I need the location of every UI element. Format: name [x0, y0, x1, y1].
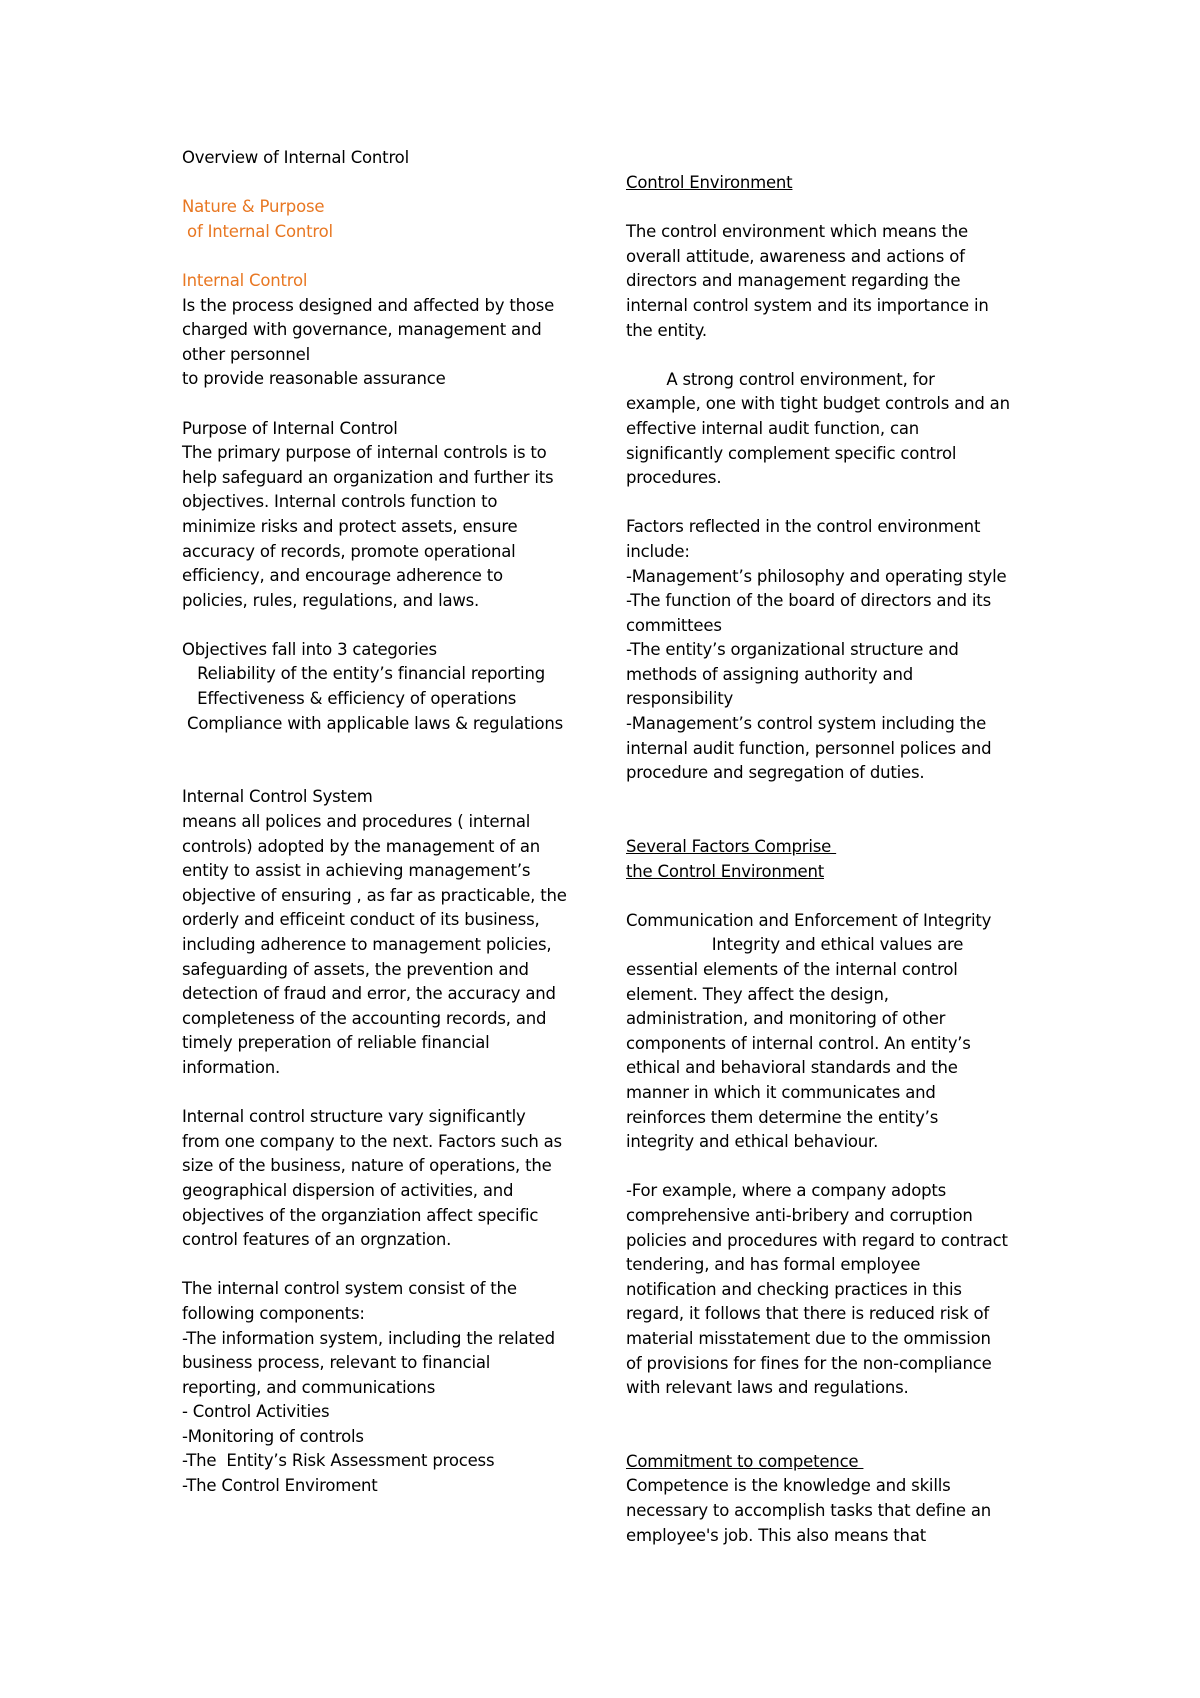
- factors-line: -The entity’s organizational structure and: [626, 640, 959, 660]
- example-line: with relevant laws and regulations.: [626, 1378, 909, 1398]
- competence-line: employee's job. This also means that: [626, 1525, 926, 1545]
- ics-line: completeness of the accounting records, and: [182, 1008, 547, 1028]
- example-line: material misstatement due to the ommission: [626, 1328, 991, 1348]
- structure-line: geographical dispersion of activities, and: [182, 1180, 514, 1200]
- control-environment-heading: Control Environment: [626, 173, 793, 192]
- components-line: - Control Activities: [182, 1402, 330, 1422]
- ics-line: including adherence to management policies,: [182, 935, 552, 954]
- integrity-line: ethical and behavioral standards and the: [626, 1058, 958, 1078]
- ic-def-line: other personnel: [182, 344, 310, 364]
- page-title: Overview of Internal Control: [182, 148, 409, 167]
- factors-line: include:: [626, 541, 690, 561]
- integrity-line: components of internal control. An entity’s: [626, 1033, 971, 1053]
- objective-item: Compliance with applicable laws & regulations: [182, 713, 564, 733]
- ce-def-line: the entity.: [626, 320, 707, 340]
- strong-line: procedures.: [626, 468, 722, 488]
- example-line: comprehensive anti-bribery and corruption: [626, 1205, 973, 1225]
- factors-line: -Management’s control system including the: [626, 714, 987, 734]
- integrity-line: essential elements of the internal control: [626, 960, 958, 979]
- purpose-line: policies, rules, regulations, and laws.: [182, 590, 480, 610]
- factors-line: methods of assigning authority and: [626, 664, 913, 684]
- nature-heading-line2: of Internal Control: [182, 221, 333, 241]
- internal-control-heading: Internal Control: [182, 270, 308, 290]
- purpose-line: efficiency, and encourage adherence to: [182, 566, 503, 586]
- integrity-line: element. They affect the design,: [626, 984, 889, 1004]
- structure-line: objectives of the organziation affect specific: [182, 1205, 539, 1225]
- factors-line: -The function of the board of directors and its: [626, 591, 991, 611]
- factors-line: -Management’s philosophy and operating style: [626, 566, 1007, 586]
- integrity-line: manner in which it communicates and: [626, 1082, 936, 1102]
- ce-def-line: overall attitude, awareness and actions of: [626, 246, 965, 266]
- structure-line: Internal control structure vary significantly: [182, 1107, 526, 1127]
- ics-line: information.: [182, 1057, 281, 1077]
- components-line: -The Entity’s Risk Assessment process: [182, 1451, 495, 1471]
- components-line: -The information system, including the related: [182, 1328, 555, 1348]
- ce-def-line: The control environment which means the: [626, 222, 968, 242]
- objectives-heading: Objectives fall into 3 categories: [182, 639, 437, 659]
- strong-line: effective internal audit function, can: [626, 418, 920, 438]
- integrity-line: reinforces them determine the entity’s: [626, 1107, 939, 1127]
- ce-def-line: internal control system and its importance in: [626, 295, 989, 315]
- factors-line: internal audit function, personnel polices and: [626, 738, 992, 758]
- several-factors-heading-line1: Several Factors Comprise: [626, 837, 837, 857]
- purpose-line: minimize risks and protect assets, ensure: [182, 516, 518, 536]
- ic-def-line: to provide reasonable assurance: [182, 369, 446, 389]
- strong-line: A strong control environment, for: [626, 369, 935, 389]
- components-line: business process, relevant to financial: [182, 1353, 491, 1373]
- nature-heading-line1: Nature & Purpose: [182, 197, 325, 217]
- factors-line: committees: [626, 615, 722, 635]
- integrity-line: Integrity and ethical values are: [626, 935, 964, 955]
- components-line: -Monitoring of controls: [182, 1426, 364, 1446]
- ics-line: means all polices and procedures ( internal: [182, 812, 531, 832]
- ce-def-line: directors and management regarding the: [626, 271, 961, 291]
- components-line: The internal control system consist of the: [182, 1279, 517, 1299]
- right-column: [626, 171, 1046, 1548]
- example-line: -For example, where a company adopts: [626, 1181, 947, 1201]
- components-line: following components:: [182, 1303, 365, 1323]
- strong-line: significantly complement specific control: [626, 443, 957, 463]
- purpose-line: accuracy of records, promote operational: [182, 541, 516, 561]
- structure-line: control features of an orgnzation.: [182, 1230, 452, 1250]
- factors-line: responsibility: [626, 689, 734, 709]
- ics-line: objective of ensuring , as far as practicable, the: [182, 885, 567, 905]
- ics-line: safeguarding of assets, the prevention and: [182, 959, 529, 979]
- ics-line: orderly and efficeint conduct of its business,: [182, 910, 540, 930]
- ics-line: timely preperation of reliable financial: [182, 1033, 490, 1053]
- strong-line: example, one with tight budget controls and an: [626, 394, 1010, 414]
- purpose-line: The primary purpose of internal controls is to: [182, 443, 547, 463]
- structure-line: size of the business, nature of operations, the: [182, 1156, 552, 1176]
- integrity-line: administration, and monitoring of other: [626, 1009, 946, 1029]
- competence-line: Competence is the knowledge and skills: [626, 1476, 951, 1496]
- factors-line: Factors reflected in the control environment: [626, 517, 981, 537]
- competence-line: necessary to accomplish tasks that define an: [626, 1501, 992, 1521]
- ics-line: controls) adopted by the management of an: [182, 836, 541, 856]
- purpose-heading: Purpose of Internal Control: [182, 418, 398, 438]
- example-line: policies and procedures with regard to contract: [626, 1230, 1008, 1250]
- ics-line: detection of fraud and error, the accuracy and: [182, 984, 556, 1004]
- several-factors-heading-line2: the Control Environment: [626, 861, 824, 881]
- objective-item: Effectiveness & efficiency of operations: [182, 689, 517, 709]
- purpose-line: objectives. Internal controls function to: [182, 492, 498, 512]
- left-column: [182, 146, 602, 1499]
- objective-item: Reliability of the entity’s financial reporting: [182, 664, 545, 684]
- purpose-line: help safeguard an organization and further its: [182, 467, 554, 487]
- ics-line: entity to assist in achieving management’s: [182, 861, 531, 881]
- ics-heading: Internal Control System: [182, 787, 373, 807]
- integrity-line: Communication and Enforcement of Integrity: [626, 910, 992, 930]
- example-line: of provisions for fines for the non-compliance: [626, 1353, 992, 1373]
- components-line: -The Control Enviroment: [182, 1476, 378, 1496]
- ic-def-line: Is the process designed and affected by those: [182, 295, 555, 315]
- structure-line: from one company to the next. Factors such as: [182, 1131, 562, 1151]
- ic-def-line: charged with governance, management and: [182, 320, 542, 340]
- factors-line: procedure and segregation of duties.: [626, 763, 925, 783]
- example-line: regard, it follows that there is reduced risk of: [626, 1304, 990, 1324]
- components-line: reporting, and communications: [182, 1377, 436, 1397]
- competence-heading: Commitment to competence: [626, 1451, 864, 1471]
- integrity-line: integrity and ethical behaviour.: [626, 1132, 879, 1152]
- example-line: notification and checking practices in this: [626, 1279, 962, 1299]
- example-line: tendering, and has formal employee: [626, 1255, 921, 1275]
